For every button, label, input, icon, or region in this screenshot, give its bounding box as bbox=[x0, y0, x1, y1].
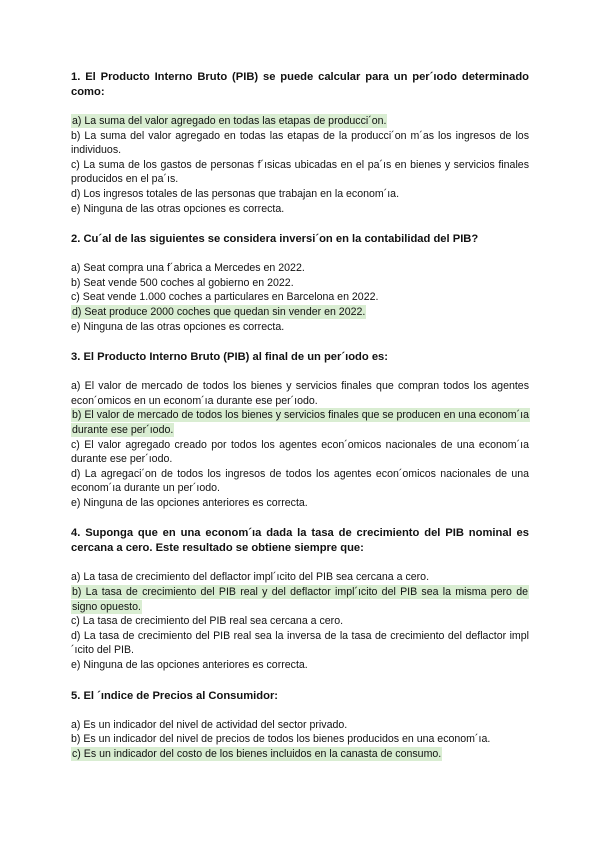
option-c bbox=[71, 290, 529, 305]
option-text: d) La tasa de crecimiento del PIB real sea la inversa de la tasa de crecimiento del deflactor impl´ıcito del PIB. bbox=[71, 629, 529, 657]
option-e bbox=[71, 658, 529, 673]
options-list bbox=[71, 718, 529, 762]
options-list bbox=[71, 379, 529, 510]
option-a bbox=[71, 261, 529, 276]
question-title: 1. El Producto Interno Bruto (PIB) se puede calcular para un per´ıodo determinado como: bbox=[71, 71, 529, 98]
option-a bbox=[71, 114, 529, 129]
option-text: b) El valor de mercado de todos los bienes y servicios finales que se producen en una econom´ıa durante ese per´ıodo. bbox=[72, 409, 529, 436]
option-a bbox=[71, 379, 529, 408]
option-text: c) La suma de los gastos de personas f´ısicas ubicadas en el pa´ıs en bienes y servicios finales producidos en el pa´ıs. bbox=[71, 158, 529, 186]
option-text: b) La tasa de crecimiento del PIB real y del deflactor impl´ıcito del PIB sea la misma pero de signo opuesto. bbox=[72, 586, 528, 613]
option-b bbox=[71, 732, 529, 747]
option-b bbox=[71, 585, 529, 614]
option-text: e) Ninguna de las opciones anteriores es correcta. bbox=[71, 496, 308, 509]
option-c bbox=[71, 614, 529, 629]
option-text: c) La tasa de crecimiento del PIB real sea cercana a cero. bbox=[71, 615, 344, 628]
question-4 bbox=[71, 526, 529, 672]
option-text: b) La suma del valor agregado en todas las etapas de la producci´on m´as los ingresos de los individuos. bbox=[71, 129, 529, 157]
option-a bbox=[71, 718, 529, 733]
option-text: a) El valor de mercado de todos los bienes y servicios finales que compran todos los agentes econ´omicos en un econom´ıa durante ese per´ıodo. bbox=[71, 380, 529, 407]
option-d bbox=[71, 187, 529, 202]
option-text: a) Seat compra una f´abrica a Mercedes en 2022. bbox=[71, 262, 305, 275]
option-c bbox=[71, 438, 529, 467]
option-a bbox=[71, 570, 529, 585]
option-text: b) Es un indicador del nivel de precios de todos los bienes producidos en una econom´ıa. bbox=[71, 733, 491, 746]
question-title: 2. Cu´al de las siguientes se considera inversi´on en la contabilidad del PIB? bbox=[71, 233, 479, 246]
options-list bbox=[71, 570, 529, 672]
option-text: d) La agregaci´on de todos los ingresos de todos los agentes econ´omicos nacionales de una econom´ıa durante un per´ıodo. bbox=[71, 467, 529, 495]
option-d bbox=[71, 467, 529, 496]
option-e bbox=[71, 496, 529, 511]
option-text: b) Seat vende 500 coches al gobierno en 2022. bbox=[71, 276, 294, 289]
option-c bbox=[71, 158, 529, 187]
option-text: d) Seat produce 2000 coches que quedan sin vender en 2022. bbox=[72, 305, 366, 318]
option-b bbox=[71, 276, 529, 291]
option-text: a) La suma del valor agregado en todas las etapas de producci´on. bbox=[72, 115, 387, 127]
option-b bbox=[71, 408, 529, 437]
question-5 bbox=[71, 689, 529, 762]
option-text: c) Es un indicador del costo de los bienes incluidos en la canasta de consumo. bbox=[72, 747, 442, 760]
question-1 bbox=[71, 70, 529, 216]
option-text: d) Los ingresos totales de las personas que trabajan en la econom´ıa. bbox=[71, 187, 400, 200]
option-e bbox=[71, 320, 529, 335]
option-text: e) Ninguna de las otras opciones es correcta. bbox=[71, 320, 285, 333]
option-text: e) Ninguna de las otras opciones es correcta. bbox=[71, 202, 285, 215]
options-list bbox=[71, 261, 529, 334]
option-text: a) La tasa de crecimiento del deflactor impl´ıcito del PIB sea cercana a cero. bbox=[71, 571, 430, 584]
question-2 bbox=[71, 232, 529, 334]
option-text: c) El valor agregado creado por todos los agentes econ´omicos nacionales de una econom´ıa durante ese per´ıodo. bbox=[71, 438, 529, 466]
question-title: 4. Suponga que en una econom´ıa dada la tasa de crecimiento del PIB nominal es cercana a cero. Este resultado se obtiene siempre que: bbox=[71, 527, 529, 555]
option-c bbox=[71, 747, 529, 762]
option-d bbox=[71, 305, 529, 320]
question-3 bbox=[71, 350, 529, 510]
options-list bbox=[71, 114, 529, 216]
option-text: a) Es un indicador del nivel de actividad del sector privado. bbox=[71, 718, 348, 731]
question-title: 5. El ´ındice de Precios al Consumidor: bbox=[71, 689, 279, 702]
question-title: 3. El Producto Interno Bruto (PIB) al final de un per´ıodo es: bbox=[71, 351, 388, 364]
option-text: c) Seat vende 1.000 coches a particulares en Barcelona en 2022. bbox=[71, 291, 379, 304]
option-d bbox=[71, 629, 529, 658]
option-text: e) Ninguna de las opciones anteriores es correcta. bbox=[71, 659, 308, 672]
option-e bbox=[71, 202, 529, 217]
option-b bbox=[71, 129, 529, 158]
